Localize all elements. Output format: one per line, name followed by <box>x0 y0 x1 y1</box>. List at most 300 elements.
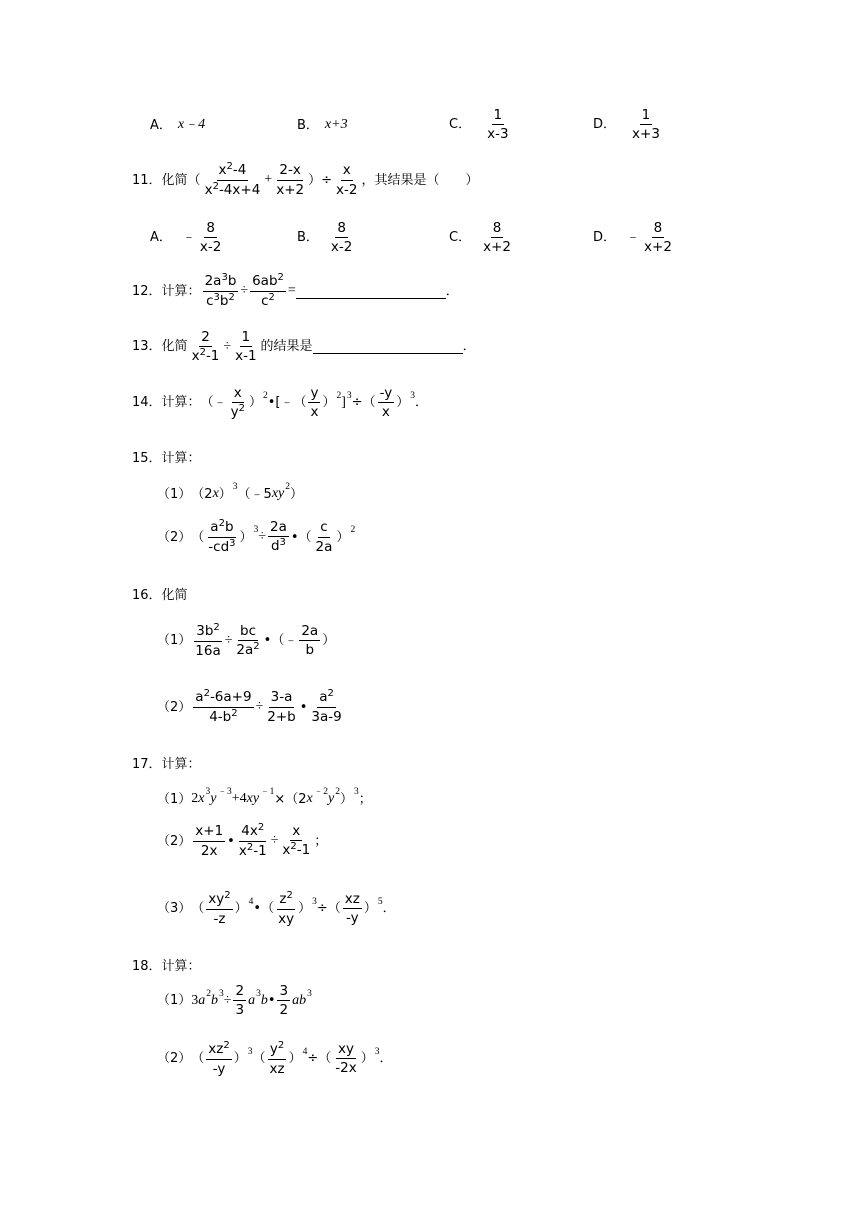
exponent: 2 <box>277 1040 285 1051</box>
exponent: 2 <box>224 890 231 901</box>
q15-part-2 <box>157 520 355 554</box>
numerator: 1 <box>492 108 505 125</box>
q11-option-c <box>449 221 515 254</box>
exponent: 2 <box>228 291 235 303</box>
denominator: x-2 <box>330 239 353 256</box>
math-text: ） <box>322 633 336 649</box>
math-text: 计算： <box>161 451 201 466</box>
math-text: 化简 <box>161 588 188 603</box>
math-text: -1 <box>296 842 311 859</box>
question-number: 12． <box>132 283 162 299</box>
numerator <box>194 624 222 642</box>
denominator: b <box>305 642 315 659</box>
math-text: b <box>211 992 219 1008</box>
numerator: xz <box>343 892 362 909</box>
question-number: 15． <box>132 451 162 466</box>
numerator: x <box>232 386 244 403</box>
fraction <box>193 624 222 658</box>
denominator: -y <box>345 910 359 927</box>
math-text: ） <box>233 1051 247 1067</box>
math-text: ÷（ <box>307 1051 332 1067</box>
math-text: b <box>219 292 229 309</box>
math-text: -1 <box>253 842 267 859</box>
math-text: （2） <box>157 833 192 849</box>
numerator: c <box>318 520 329 537</box>
fraction <box>193 824 225 857</box>
question-16 <box>132 589 188 602</box>
denominator <box>206 538 237 555</box>
numerator <box>203 274 239 292</box>
math-text: ×（2 <box>274 791 307 807</box>
math-text: 4x <box>241 823 258 839</box>
math-text: xz <box>208 1041 224 1057</box>
fraction <box>206 1042 231 1076</box>
q10-option-c <box>449 108 513 141</box>
exponent: 3 <box>232 482 238 493</box>
exponent: 2 <box>262 391 268 402</box>
exponent: 2 <box>336 391 342 402</box>
denominator: 2x <box>200 842 218 859</box>
denominator <box>269 537 288 554</box>
exponent: ﹣1 <box>260 787 275 798</box>
exponent: 2 <box>206 988 212 999</box>
exponent: 2 <box>238 403 245 415</box>
exponent: 3 <box>213 291 220 303</box>
question-number: 16． <box>132 588 162 603</box>
math-text: y <box>230 404 239 421</box>
q15-part-1 <box>157 482 304 502</box>
fraction <box>485 108 510 141</box>
denominator: x-3 <box>487 126 509 143</box>
math-text: ÷ <box>223 338 232 354</box>
fraction <box>308 386 320 419</box>
exponent: 3 <box>205 787 211 798</box>
exponent: 4 <box>302 1047 308 1058</box>
exponent: 2 <box>226 161 233 172</box>
numerator: 8 <box>652 221 665 238</box>
exponent: 3 <box>374 1047 380 1058</box>
exponent: 3 <box>353 787 359 798</box>
math-text: ）÷ <box>308 172 332 188</box>
fraction <box>276 892 296 926</box>
math-text: （﹣ <box>200 395 227 411</box>
denominator: x-2 <box>199 239 222 256</box>
q16-part-2 <box>157 690 346 724</box>
denominator: 2a <box>315 538 333 555</box>
exponent: 3 <box>346 391 352 402</box>
question-number: 14． <box>132 395 162 411</box>
math-text: 计算： <box>161 395 201 411</box>
denominator: 2+b <box>267 708 296 725</box>
math-text: 化简 <box>161 339 188 355</box>
math-text: D． <box>593 117 617 133</box>
fraction <box>630 108 662 141</box>
numerator: -y <box>378 386 395 403</box>
math-text: ） <box>288 1051 302 1067</box>
denominator: x <box>381 404 390 421</box>
math-text: x <box>204 181 213 198</box>
numerator: x <box>290 824 302 841</box>
question-11 <box>132 163 478 197</box>
denominator: x+2 <box>276 181 305 198</box>
math-text: a <box>319 689 328 706</box>
denominator: xz <box>269 1060 285 1077</box>
answer-blank[interactable] <box>296 284 446 299</box>
fraction <box>233 984 246 1017</box>
numerator <box>239 824 266 842</box>
fraction <box>198 221 223 254</box>
exponent: 2 <box>231 707 238 719</box>
question-number: 13． <box>132 339 162 355</box>
numerator: 8 <box>204 221 217 238</box>
question-number: 17． <box>132 757 162 772</box>
exponent: 2 <box>285 482 291 493</box>
math-text: 4-b <box>209 708 232 725</box>
denominator <box>259 292 277 309</box>
numerator: 1 <box>240 330 253 347</box>
math-text: ÷（ <box>351 395 376 411</box>
question-12 <box>132 274 459 308</box>
math-text: ﹣ <box>626 229 641 245</box>
math-text: A． <box>150 230 172 246</box>
math-text: ． <box>382 901 396 917</box>
math-text: 计算： <box>161 757 201 772</box>
fraction <box>250 274 286 308</box>
math-text: ÷ <box>240 283 249 298</box>
math-text: ÷ <box>258 529 266 544</box>
fraction <box>329 221 354 254</box>
exponent: 3 <box>253 525 259 536</box>
math-text: ） <box>239 529 253 545</box>
math-text: xy <box>271 486 285 501</box>
math-text: 3b <box>196 623 214 639</box>
denominator <box>229 403 247 420</box>
math-text: ． <box>414 395 428 411</box>
q11-option-d <box>593 221 676 254</box>
denominator: 2 <box>279 1002 289 1019</box>
exponent: ﹣2 <box>313 787 328 798</box>
math-text: ） <box>396 395 410 411</box>
math-text: ÷ <box>270 833 279 848</box>
exponent: ﹣3 <box>217 787 232 798</box>
math-text: 计算： <box>161 283 201 299</box>
denominator: 3a-9 <box>311 708 342 725</box>
exponent: 2 <box>327 688 334 700</box>
fraction <box>268 520 289 554</box>
math-text: a <box>210 519 219 535</box>
math-text: （2 <box>191 486 213 502</box>
math-text: x <box>282 842 291 859</box>
math-text: + <box>264 172 273 187</box>
math-text: 的结果是 <box>260 339 313 355</box>
math-text: ，其结果是（ ） <box>361 172 479 188</box>
math-text: -1 <box>205 348 220 365</box>
math-text: ） <box>363 901 377 917</box>
math-text: -4 <box>232 162 247 178</box>
fraction <box>206 520 237 554</box>
exponent: 3 <box>312 897 317 908</box>
q10-option-b <box>297 118 348 132</box>
math-text: ） <box>339 791 353 807</box>
math-text: （﹣5 <box>237 486 272 502</box>
math-text: x <box>218 162 227 178</box>
exponent: 2 <box>203 688 210 699</box>
fraction <box>280 824 312 858</box>
exponent: 3 <box>221 272 228 283</box>
exponent: 3 <box>410 391 415 402</box>
numerator <box>208 520 235 538</box>
numerator <box>206 1042 231 1060</box>
math-text: （ <box>191 1051 205 1067</box>
math-text: 化简（ <box>161 172 201 188</box>
math-text: a <box>248 992 256 1008</box>
math-text: y <box>210 791 217 806</box>
numerator: 2-x <box>277 163 302 180</box>
q17-part-1 <box>157 787 372 807</box>
fraction <box>314 520 335 553</box>
math-text: a <box>195 689 204 705</box>
denominator <box>237 842 269 859</box>
denominator <box>204 292 237 309</box>
denominator: x+2 <box>644 239 672 256</box>
fraction <box>203 274 239 308</box>
numerator <box>217 163 249 181</box>
math-text: xy <box>208 891 225 907</box>
q11-option-b <box>297 221 356 254</box>
math-text: x <box>306 791 313 806</box>
fraction <box>274 163 306 196</box>
math-text: +4 <box>231 791 247 806</box>
math-text: ； <box>314 833 328 849</box>
exponent: 2 <box>268 291 275 303</box>
numerator: 8 <box>491 221 504 238</box>
math-text: （2） <box>157 529 192 545</box>
exponent: 4 <box>248 897 254 908</box>
fraction <box>190 330 222 364</box>
exponent: 5 <box>377 897 383 908</box>
math-text: ） <box>336 529 350 545</box>
math-text: y <box>328 791 335 806</box>
math-text: •[﹣（ <box>267 395 307 411</box>
math-text: ab <box>292 992 307 1008</box>
fraction <box>233 330 258 363</box>
math-text: ﹣ <box>181 229 196 245</box>
denominator: x-2 <box>336 181 358 198</box>
math-text: •（ <box>253 901 275 917</box>
fraction <box>299 624 320 657</box>
math-text: • <box>267 993 276 1009</box>
q17-part-3 <box>157 892 396 926</box>
denominator: -2x <box>335 1060 357 1077</box>
math-text: D． <box>593 230 617 246</box>
denominator <box>234 641 261 658</box>
math-text: c <box>261 292 269 309</box>
math-text: （1） <box>157 993 192 1009</box>
math-text: ； <box>358 791 372 807</box>
math-text: ） <box>290 486 304 502</box>
q18-part-2 <box>157 1042 393 1076</box>
exponent: 2 <box>335 787 340 798</box>
exponent: 2 <box>246 841 254 853</box>
fraction <box>481 221 513 254</box>
numerator: y <box>308 386 320 403</box>
math-text: -4x+4 <box>218 181 261 198</box>
fraction <box>265 690 297 723</box>
math-text: d <box>270 538 280 555</box>
math-text: x+3 <box>324 117 348 132</box>
exponent: 3 <box>279 537 286 549</box>
fraction <box>234 624 261 658</box>
math-text: ÷ <box>255 699 264 714</box>
numerator: x <box>341 163 353 180</box>
math-text: b <box>224 519 234 535</box>
q17-part-2 <box>157 824 327 858</box>
math-text: ） <box>322 395 336 411</box>
math-text: ÷（ <box>316 901 341 917</box>
numerator <box>250 274 286 292</box>
math-text: A． <box>150 117 172 133</box>
math-text: b <box>227 273 237 289</box>
math-text: （ <box>252 1051 266 1067</box>
numerator: 3-a <box>269 690 295 707</box>
q10-option-a <box>150 118 205 132</box>
question-13 <box>132 330 476 364</box>
numerator: 2 <box>199 330 212 347</box>
math-text: x <box>198 791 205 806</box>
numerator <box>193 690 253 708</box>
exponent: 2 <box>350 525 356 536</box>
denominator: x+3 <box>632 126 660 143</box>
math-text: ． <box>379 1051 393 1067</box>
fraction <box>206 892 232 926</box>
math-text: 2a <box>204 273 222 289</box>
fraction <box>378 386 395 419</box>
numerator: 8 <box>335 221 348 238</box>
math-text: （ <box>191 901 205 917</box>
math-text: 2a <box>236 642 254 659</box>
q10-option-d <box>593 108 664 141</box>
denominator: 3 <box>235 1002 245 1019</box>
exponent: 2 <box>223 1040 230 1051</box>
exponent: 2 <box>290 841 297 853</box>
math-text: B． <box>297 230 319 246</box>
fraction <box>277 984 290 1017</box>
exponent: 2 <box>253 641 260 653</box>
exponent: 2 <box>218 518 225 529</box>
option-expr: x﹣4 <box>177 117 206 132</box>
math-text: a <box>198 992 206 1008</box>
q18-part-1 <box>157 984 312 1017</box>
q16-part-1 <box>157 624 335 658</box>
fraction <box>642 221 674 254</box>
denominator: x <box>310 404 319 421</box>
math-text: z <box>279 891 287 907</box>
math-text: • <box>227 833 235 849</box>
numerator: 2a <box>299 624 320 641</box>
numerator: xy <box>336 1042 356 1059</box>
math-text: ． <box>462 339 476 355</box>
numerator: 3 <box>277 984 290 1001</box>
math-text: c <box>206 292 214 309</box>
fraction <box>343 892 362 925</box>
fraction <box>333 1042 358 1075</box>
numerator: 2 <box>233 984 246 1001</box>
fraction <box>193 690 253 724</box>
numerator <box>206 892 232 910</box>
numerator <box>268 1042 286 1060</box>
denominator: 16a <box>195 642 221 659</box>
question-number: 11． <box>132 172 162 188</box>
denominator <box>190 347 222 364</box>
denominator <box>203 181 263 198</box>
exponent: 2 <box>199 347 206 359</box>
math-text: ÷ <box>223 992 232 1008</box>
denominator: -z <box>213 910 226 927</box>
math-text: ） <box>298 901 312 917</box>
math-text: = <box>287 283 296 298</box>
math-text: （2） <box>157 1051 192 1067</box>
math-text: -6a+9 <box>209 689 252 705</box>
answer-blank[interactable] <box>313 339 463 354</box>
denominator <box>280 841 312 858</box>
math-text: •（﹣ <box>263 633 298 649</box>
math-text: ÷ <box>224 632 233 648</box>
question-17 <box>132 758 201 771</box>
denominator: x+2 <box>483 239 511 256</box>
math-text: y <box>269 1041 278 1057</box>
numerator: 2a <box>268 520 289 537</box>
math-text: xy <box>246 791 260 806</box>
numerator <box>277 892 294 910</box>
exponent: 3 <box>307 988 312 999</box>
math-text: ） <box>360 1051 374 1067</box>
math-text: ] <box>341 394 346 410</box>
numerator <box>317 690 336 708</box>
question-14 <box>132 386 428 420</box>
fraction <box>229 386 247 420</box>
math-text: 3 <box>191 992 199 1008</box>
exponent: 2 <box>286 890 293 901</box>
numerator: 1 <box>640 108 653 125</box>
numerator: x+1 <box>193 824 225 841</box>
math-text: C． <box>449 117 472 133</box>
question-number: 18． <box>132 959 162 974</box>
fraction <box>309 690 343 724</box>
math-text: C． <box>449 230 472 246</box>
denominator: x-1 <box>235 348 257 365</box>
math-text: （ <box>191 529 205 545</box>
exponent: 2 <box>277 272 284 283</box>
math-text: ． <box>445 283 459 299</box>
exponent: 2 <box>257 822 265 833</box>
fraction <box>334 163 359 196</box>
math-text: •（ <box>290 529 312 545</box>
fraction <box>268 1042 287 1076</box>
math-text: B． <box>297 117 319 133</box>
math-text: 2 <box>191 791 199 806</box>
exponent: 3 <box>256 988 261 999</box>
numerator: bc <box>238 624 258 641</box>
math-text: b <box>260 992 268 1008</box>
question-18 <box>132 960 201 973</box>
denominator <box>207 708 239 725</box>
math-text: x <box>191 348 200 365</box>
fraction <box>203 163 263 197</box>
exponent: 3 <box>229 537 236 549</box>
exponent: 2 <box>213 622 220 633</box>
math-text: （1） <box>157 633 192 649</box>
math-text: （2） <box>157 699 192 715</box>
